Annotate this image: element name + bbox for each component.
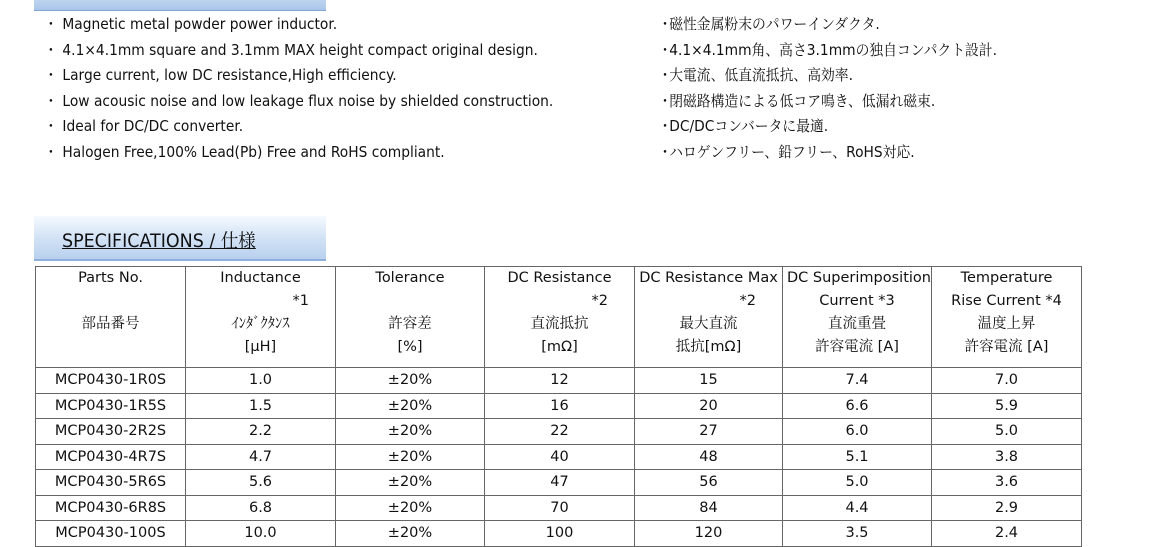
specifications-title: SPECIFICATIONS / 仕様 bbox=[62, 230, 256, 252]
cell-dc-resistance-max: 120 bbox=[635, 521, 783, 547]
feature-item: ・ DC/DCコンバータに最適. bbox=[660, 114, 997, 140]
feature-item: ・ ハロゲンフリー、鉛フリー、RoHS対応. bbox=[660, 140, 997, 166]
features-header-tab bbox=[34, 0, 326, 11]
table-row bbox=[36, 444, 1082, 470]
cell-dc-resistance: 40 bbox=[485, 444, 635, 470]
cell-part-no: MCP0430-5R6S bbox=[36, 470, 186, 496]
cell-dc-resistance-max: 15 bbox=[635, 368, 783, 394]
table-row bbox=[36, 495, 1082, 521]
cell-part-no: MCP0430-6R8S bbox=[36, 495, 186, 521]
cell-temperature-rise-current: 3.6 bbox=[932, 470, 1082, 496]
cell-tolerance: ±20% bbox=[336, 470, 485, 496]
header-dc-resistance: DC Resistance *2 直流抵抗 [mΩ] bbox=[485, 267, 635, 368]
cell-part-no: MCP0430-2R2S bbox=[36, 419, 186, 445]
cell-inductance: 2.2 bbox=[186, 419, 336, 445]
feature-item: ・ Large current, low DC resistance,High efficiency. bbox=[44, 63, 553, 89]
feature-item: ・ 4.1×4.1mm角、高さ3.1mmの独自コンパクト設計. bbox=[660, 38, 997, 64]
cell-temperature-rise-current: 7.0 bbox=[932, 368, 1082, 394]
cell-temperature-rise-current: 5.9 bbox=[932, 393, 1082, 419]
features-list-japanese bbox=[660, 12, 997, 165]
header-temperature-rise: Temperature Rise Current *4 温度上昇 許容電流 [A] bbox=[932, 267, 1082, 368]
feature-item: ・ 閉磁路構造による低コア鳴き、低漏れ磁束. bbox=[660, 89, 997, 115]
header-parts-no: Parts No. 部品番号 bbox=[36, 267, 186, 368]
feature-item: ・ 大電流、低直流抵抗、高効率. bbox=[660, 63, 997, 89]
cell-dc-resistance-max: 48 bbox=[635, 444, 783, 470]
feature-item: ・ 磁性金属粉末のパワーインダクタ. bbox=[660, 12, 997, 38]
cell-tolerance: ±20% bbox=[336, 368, 485, 394]
cell-inductance: 1.0 bbox=[186, 368, 336, 394]
cell-part-no: MCP0430-100S bbox=[36, 521, 186, 547]
cell-tolerance: ±20% bbox=[336, 521, 485, 547]
cell-tolerance: ±20% bbox=[336, 495, 485, 521]
cell-inductance: 10.0 bbox=[186, 521, 336, 547]
cell-inductance: 6.8 bbox=[186, 495, 336, 521]
feature-item: ・ Magnetic metal powder power inductor. bbox=[44, 12, 553, 38]
cell-tolerance: ±20% bbox=[336, 393, 485, 419]
cell-superimposition-current: 4.4 bbox=[783, 495, 932, 521]
cell-temperature-rise-current: 2.4 bbox=[932, 521, 1082, 547]
cell-inductance: 1.5 bbox=[186, 393, 336, 419]
cell-dc-resistance: 16 bbox=[485, 393, 635, 419]
cell-superimposition-current: 5.0 bbox=[783, 470, 932, 496]
cell-temperature-rise-current: 2.9 bbox=[932, 495, 1082, 521]
cell-superimposition-current: 6.0 bbox=[783, 419, 932, 445]
cell-temperature-rise-current: 5.0 bbox=[932, 419, 1082, 445]
table-row bbox=[36, 470, 1082, 496]
cell-dc-resistance-max: 56 bbox=[635, 470, 783, 496]
cell-temperature-rise-current: 3.8 bbox=[932, 444, 1082, 470]
cell-inductance: 4.7 bbox=[186, 444, 336, 470]
header-dc-resistance-max: DC Resistance Max *2 最大直流 抵抗[mΩ] bbox=[635, 267, 783, 368]
table-header-row bbox=[36, 267, 1082, 368]
cell-dc-resistance: 100 bbox=[485, 521, 635, 547]
feature-item: ・ 4.1×4.1mm square and 3.1mm MAX height compact original design. bbox=[44, 38, 553, 64]
cell-tolerance: ±20% bbox=[336, 444, 485, 470]
cell-dc-resistance-max: 84 bbox=[635, 495, 783, 521]
cell-part-no: MCP0430-1R5S bbox=[36, 393, 186, 419]
cell-dc-resistance: 22 bbox=[485, 419, 635, 445]
cell-inductance: 5.6 bbox=[186, 470, 336, 496]
table-row bbox=[36, 521, 1082, 547]
cell-superimposition-current: 6.6 bbox=[783, 393, 932, 419]
cell-dc-resistance: 47 bbox=[485, 470, 635, 496]
cell-superimposition-current: 5.1 bbox=[783, 444, 932, 470]
table-row bbox=[36, 419, 1082, 445]
table-row bbox=[36, 368, 1082, 394]
cell-part-no: MCP0430-4R7S bbox=[36, 444, 186, 470]
cell-superimposition-current: 3.5 bbox=[783, 521, 932, 547]
cell-dc-resistance: 70 bbox=[485, 495, 635, 521]
cell-dc-resistance-max: 20 bbox=[635, 393, 783, 419]
feature-item: ・ Halogen Free,100% Lead(Pb) Free and RoHS compliant. bbox=[44, 140, 553, 166]
header-inductance: Inductance *1 ｲﾝﾀﾞｸﾀﾝｽ [μH] bbox=[186, 267, 336, 368]
header-dc-superimposition: DC Superimposition Current *3 直流重畳 許容電流 [A] bbox=[783, 267, 932, 368]
cell-part-no: MCP0430-1R0S bbox=[36, 368, 186, 394]
header-tolerance: Tolerance 許容差 [%] bbox=[336, 267, 485, 368]
table-row bbox=[36, 393, 1082, 419]
features-list-english bbox=[44, 12, 553, 165]
feature-item: ・ Ideal for DC/DC converter. bbox=[44, 114, 553, 140]
cell-tolerance: ±20% bbox=[336, 419, 485, 445]
cell-dc-resistance: 12 bbox=[485, 368, 635, 394]
cell-superimposition-current: 7.4 bbox=[783, 368, 932, 394]
cell-dc-resistance-max: 27 bbox=[635, 419, 783, 445]
feature-item: ・ Low acousic noise and low leakage flux noise by shielded construction. bbox=[44, 89, 553, 115]
specifications-table bbox=[35, 266, 1082, 547]
